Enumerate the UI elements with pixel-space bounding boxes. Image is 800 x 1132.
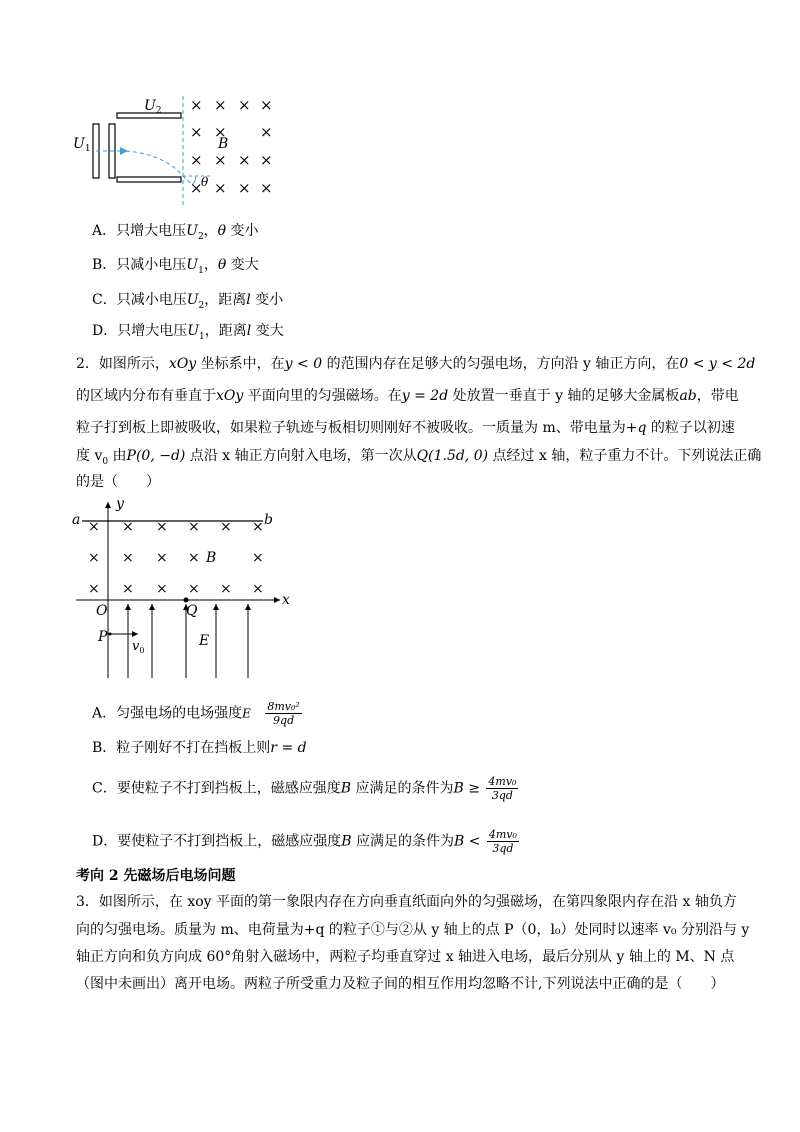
cross-mark: × <box>122 550 134 566</box>
label-p: P <box>98 629 108 645</box>
cross-mark: × <box>252 581 264 597</box>
trajectory-curve <box>126 151 198 190</box>
q3-line-3: 轴正方向和负方向成 60°角射入磁场中，两粒子均垂直穿过 x 轴进入电场，最后分别从 y 轴上的 M、N 点 <box>76 949 735 965</box>
cross-mark: × <box>190 179 203 197</box>
cross-mark: × <box>188 581 200 597</box>
cross-mark: × <box>260 179 273 197</box>
cross-mark: × <box>88 519 100 535</box>
cross-mark: × <box>220 581 232 597</box>
label-theta: θ <box>201 175 209 189</box>
cross-mark: × <box>122 519 134 535</box>
cross-mark: × <box>260 151 273 169</box>
cross-mark: × <box>190 123 203 141</box>
q1-option-c: C．只减小电压$U_2$，距离l 变小 <box>92 292 284 311</box>
label-e: E <box>199 633 210 649</box>
point-q <box>184 598 189 603</box>
q2-line-4: 度 $v_0$ 由P(0, −d) 点沿 x 轴正方向射入电场，第一次从Q(1.5d, 0) 点经过 x 轴，粒子重力不计。下列说法正确 <box>76 448 762 467</box>
label-b-field: B <box>206 550 217 566</box>
trajectory-arrow <box>120 147 128 155</box>
cross-mark: × <box>214 151 227 169</box>
q3-line-1: 3．如图所示，在 xoy 平面的第一象限内存在方向垂直纸面向外的匀强磁场，在第四象限内存在沿 x 轴负方 <box>76 894 737 910</box>
label-y: y <box>116 496 124 512</box>
q1-option-d: D．只增大电压$U_1$，距离l 变大 <box>92 323 284 342</box>
q2-option-a: A．匀强电场的电场强度E $\frac{\text{8mv₀²}}{9qd}$ <box>92 700 300 727</box>
label-a: a <box>72 512 81 528</box>
cross-mark: × <box>238 179 251 197</box>
magnetic-crosses <box>88 519 264 597</box>
cross-mark: × <box>88 550 100 566</box>
cross-mark: × <box>190 151 203 169</box>
q2-option-d: D．要使粒子不打到挡板上，磁感应强度B 应满足的条件为B < $\frac{\text{4mv₀}}{3qd}$ <box>92 828 517 855</box>
cross-mark: × <box>252 519 264 535</box>
q1-option-b: B．只减小电压$U_1$，θ 变大 <box>92 257 259 276</box>
label-o: O <box>96 603 108 619</box>
label-x: x <box>282 592 290 608</box>
label-u2: $U_2$ <box>144 98 162 116</box>
cross-mark: × <box>122 581 134 597</box>
cross-mark: × <box>190 96 203 114</box>
section-title: 考向 2 先磁场后电场问题 <box>76 868 236 884</box>
label-b: B <box>218 136 229 152</box>
cross-mark: × <box>252 550 264 566</box>
figure-1 <box>70 90 290 210</box>
cross-mark: × <box>156 550 168 566</box>
q3-line-2: 向的匀强电场。质量为 m、电荷量为+q 的粒子①与②从 y 轴上的点 P（0，l₀）处同时以速率 v₀ 分别沿与 y <box>76 922 750 938</box>
q2-line-5: 的是（ ） <box>76 474 160 490</box>
q3-line-4: （图中未画出）离开电场。两粒子所受重力及粒子间的相互作用均忽略不计,下列说法中正确的是（ ） <box>76 976 725 992</box>
cross-mark: × <box>156 581 168 597</box>
cross-mark: × <box>260 123 273 141</box>
cross-mark: × <box>188 519 200 535</box>
cross-mark: × <box>260 96 273 114</box>
cross-mark: × <box>188 550 200 566</box>
q2-line-3: 粒子打到板上即被吸收，如果粒子轨迹与板相切则刚好不被吸收。一质量为 m、带电量为+q 的粒子以初速 <box>76 420 735 436</box>
cross-mark: × <box>156 519 168 535</box>
cross-mark: × <box>214 123 227 141</box>
q2-option-b: B．粒子刚好不打在挡板上则r = d <box>92 740 307 756</box>
q2-option-c: C．要使粒子不打到挡板上，磁感应强度B 应满足的条件为B ≥ $\frac{\text{4mv₀}}{3qd}$ <box>92 775 517 802</box>
cross-mark: × <box>214 96 227 114</box>
figure-2 <box>68 494 298 684</box>
cross-mark: × <box>88 581 100 597</box>
q1-option-a: A．只增大电压$U_2$，θ 变小 <box>92 223 259 242</box>
q2-line-2: 的区域内分布有垂直于xOy 平面向里的匀强磁场。在y = 2d 处放置一垂直于 y 轴的足够大金属板ab，带电 <box>76 388 739 404</box>
cross-mark: × <box>214 179 227 197</box>
u2-plate-bottom <box>117 177 181 182</box>
label-u1: $U_1$ <box>73 136 91 154</box>
label-b-plate: b <box>264 512 273 528</box>
cross-mark: × <box>238 151 251 169</box>
label-q: Q <box>186 603 198 619</box>
label-v0: $v_0$ <box>132 639 145 655</box>
q2-line-1: 2．如图所示，xOy 坐标系中，在y < 0 的范围内存在足够大的匀强电场，方向沿 y 轴正方向，在0 < y < 2d <box>76 356 756 372</box>
cross-mark: × <box>238 96 251 114</box>
cross-mark: × <box>220 519 232 535</box>
